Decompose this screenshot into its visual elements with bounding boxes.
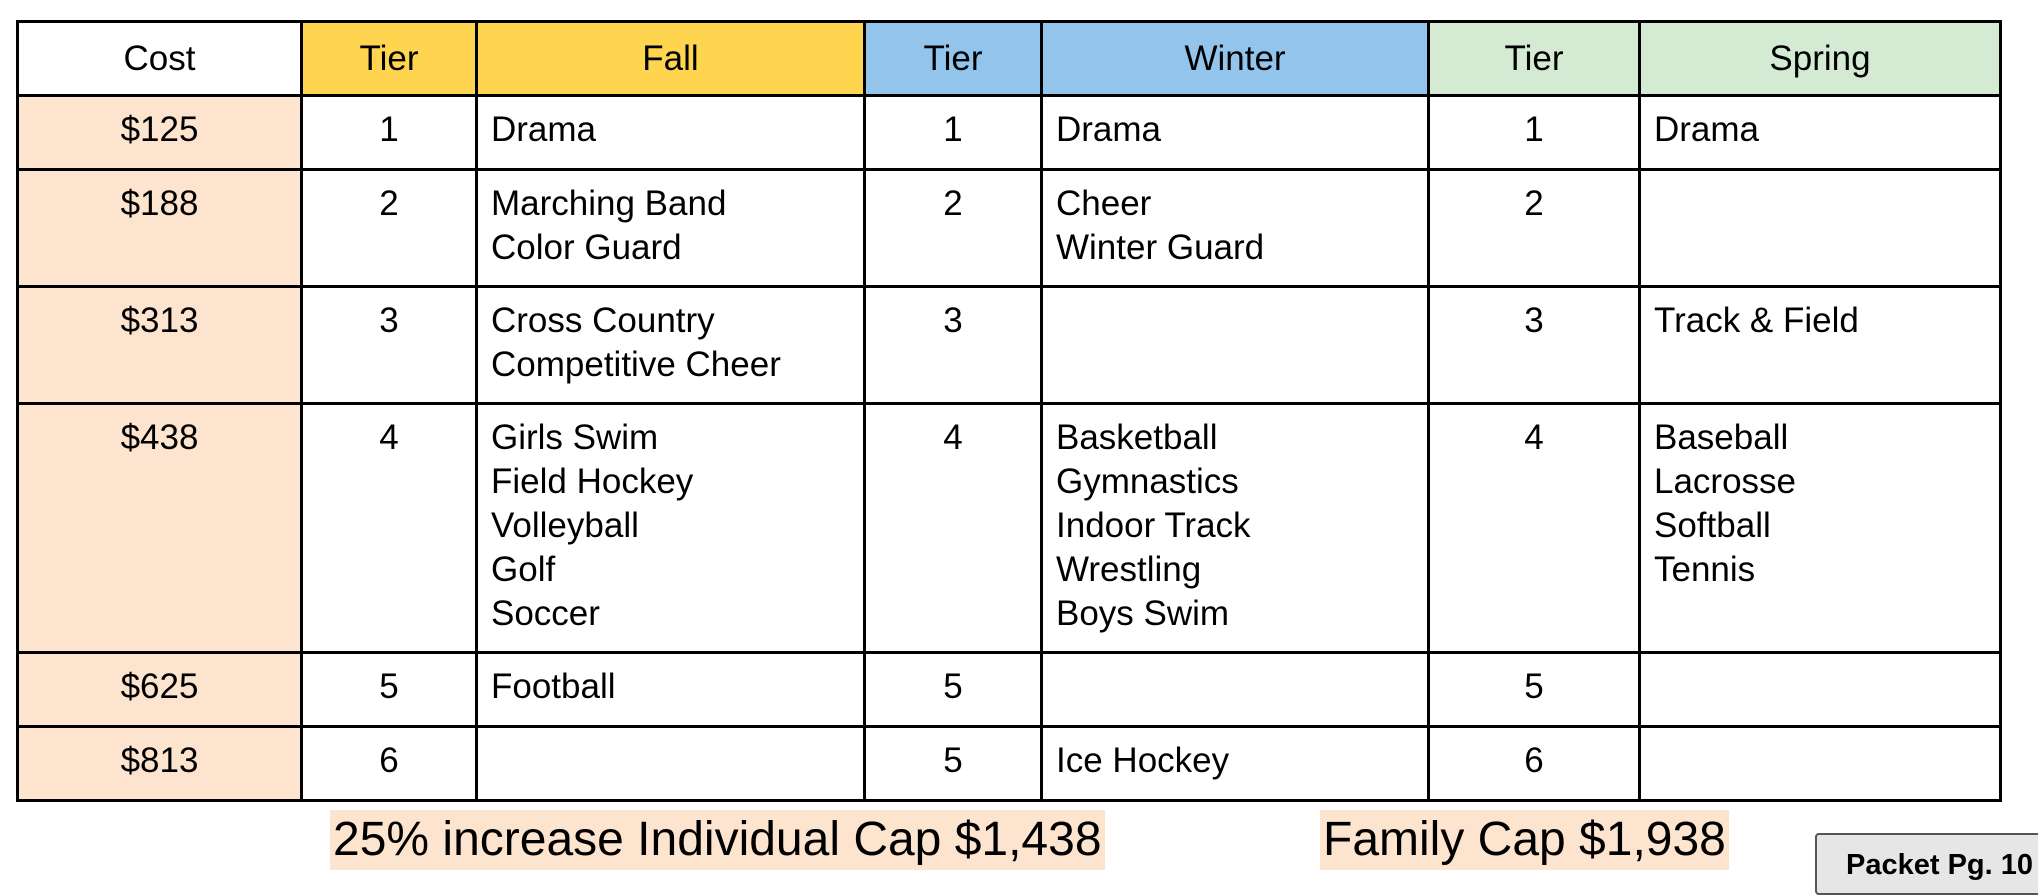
packet-page-label: Packet Pg. 10 — [1815, 833, 2038, 895]
winter-tier-cell: 4 — [865, 404, 1042, 653]
fall-tier-cell: 5 — [302, 653, 477, 727]
header-row — [18, 22, 2001, 96]
fall-tier-cell: 1 — [302, 96, 477, 170]
fee-tier-table — [16, 20, 2002, 802]
spring-sports-cell — [1640, 653, 2001, 727]
table-row — [18, 170, 2001, 287]
sport-name: Indoor Track — [1056, 506, 1251, 545]
header-spring: Spring — [1640, 22, 2001, 96]
winter-sports-cell — [1042, 727, 1429, 801]
sport-name: Softball — [1654, 506, 1771, 545]
sport-name: Ice Hockey — [1056, 741, 1230, 780]
winter-tier-cell: 5 — [865, 653, 1042, 727]
spring-tier-cell: 5 — [1429, 653, 1640, 727]
sport-name: Baseball — [1654, 418, 1789, 457]
sport-name: Tennis — [1654, 550, 1756, 589]
individual-cap-note: 25% increase Individual Cap $1,438 — [330, 810, 1105, 870]
sport-name: Gymnastics — [1056, 462, 1239, 501]
fall-tier-cell: 3 — [302, 287, 477, 404]
header-fall: Fall — [477, 22, 865, 96]
spring-sports-cell — [1640, 404, 2001, 653]
sport-name: Winter Guard — [1056, 228, 1265, 267]
fall-sports-cell — [477, 653, 865, 727]
table-row — [18, 96, 2001, 170]
winter-tier-cell: 1 — [865, 96, 1042, 170]
sport-name: Basketball — [1056, 418, 1218, 457]
sport-name: Marching Band — [491, 184, 727, 223]
winter-sports-cell — [1042, 170, 1429, 287]
spring-tier-cell: 4 — [1429, 404, 1640, 653]
winter-tier-cell: 3 — [865, 287, 1042, 404]
fall-sports-cell — [477, 170, 865, 287]
table-row — [18, 287, 2001, 404]
sport-name: Lacrosse — [1654, 462, 1797, 501]
header-fall-tier: Tier — [302, 22, 477, 96]
header-cost: Cost — [18, 22, 302, 96]
sport-name: Volleyball — [491, 506, 639, 545]
fall-sports-cell — [477, 96, 865, 170]
sport-name: Boys Swim — [1056, 594, 1230, 633]
cost-cell: $313 — [18, 287, 302, 404]
spring-tier-cell: 2 — [1429, 170, 1640, 287]
fall-tier-cell: 2 — [302, 170, 477, 287]
cost-cell: $813 — [18, 727, 302, 801]
cost-cell: $188 — [18, 170, 302, 287]
sport-name: Color Guard — [491, 228, 682, 267]
spring-sports-cell — [1640, 727, 2001, 801]
table-row — [18, 404, 2001, 653]
spring-sports-cell — [1640, 170, 2001, 287]
fall-sports-cell — [477, 404, 865, 653]
spring-tier-cell: 3 — [1429, 287, 1640, 404]
cost-cell: $625 — [18, 653, 302, 727]
table-row — [18, 653, 2001, 727]
winter-tier-cell: 5 — [865, 727, 1042, 801]
sport-name: Golf — [491, 550, 556, 589]
sport-name: Competitive Cheer — [491, 345, 781, 384]
sport-name: Drama — [1654, 110, 1760, 149]
header-winter: Winter — [1042, 22, 1429, 96]
winter-sports-cell — [1042, 653, 1429, 727]
spring-tier-cell: 6 — [1429, 727, 1640, 801]
fall-tier-cell: 6 — [302, 727, 477, 801]
sport-name: Drama — [1056, 110, 1162, 149]
sport-name: Cross Country — [491, 301, 715, 340]
sport-name: Wrestling — [1056, 550, 1202, 589]
sport-name: Soccer — [491, 594, 600, 633]
header-winter-tier: Tier — [865, 22, 1042, 96]
spring-tier-cell: 1 — [1429, 96, 1640, 170]
cost-cell: $438 — [18, 404, 302, 653]
fall-sports-cell — [477, 727, 865, 801]
family-cap-note: Family Cap $1,938 — [1320, 810, 1729, 870]
fall-sports-cell — [477, 287, 865, 404]
sport-name: Girls Swim — [491, 418, 659, 457]
spring-sports-cell — [1640, 287, 2001, 404]
fall-tier-cell: 4 — [302, 404, 477, 653]
spring-sports-cell — [1640, 96, 2001, 170]
sport-name: Track & Field — [1654, 301, 1859, 340]
winter-sports-cell — [1042, 96, 1429, 170]
table-row — [18, 727, 2001, 801]
sport-name: Cheer — [1056, 184, 1152, 223]
sport-name: Football — [491, 667, 616, 706]
sport-name: Drama — [491, 110, 597, 149]
winter-tier-cell: 2 — [865, 170, 1042, 287]
sport-name: Field Hockey — [491, 462, 694, 501]
header-spring-tier: Tier — [1429, 22, 1640, 96]
cost-cell: $125 — [18, 96, 302, 170]
winter-sports-cell — [1042, 404, 1429, 653]
winter-sports-cell — [1042, 287, 1429, 404]
